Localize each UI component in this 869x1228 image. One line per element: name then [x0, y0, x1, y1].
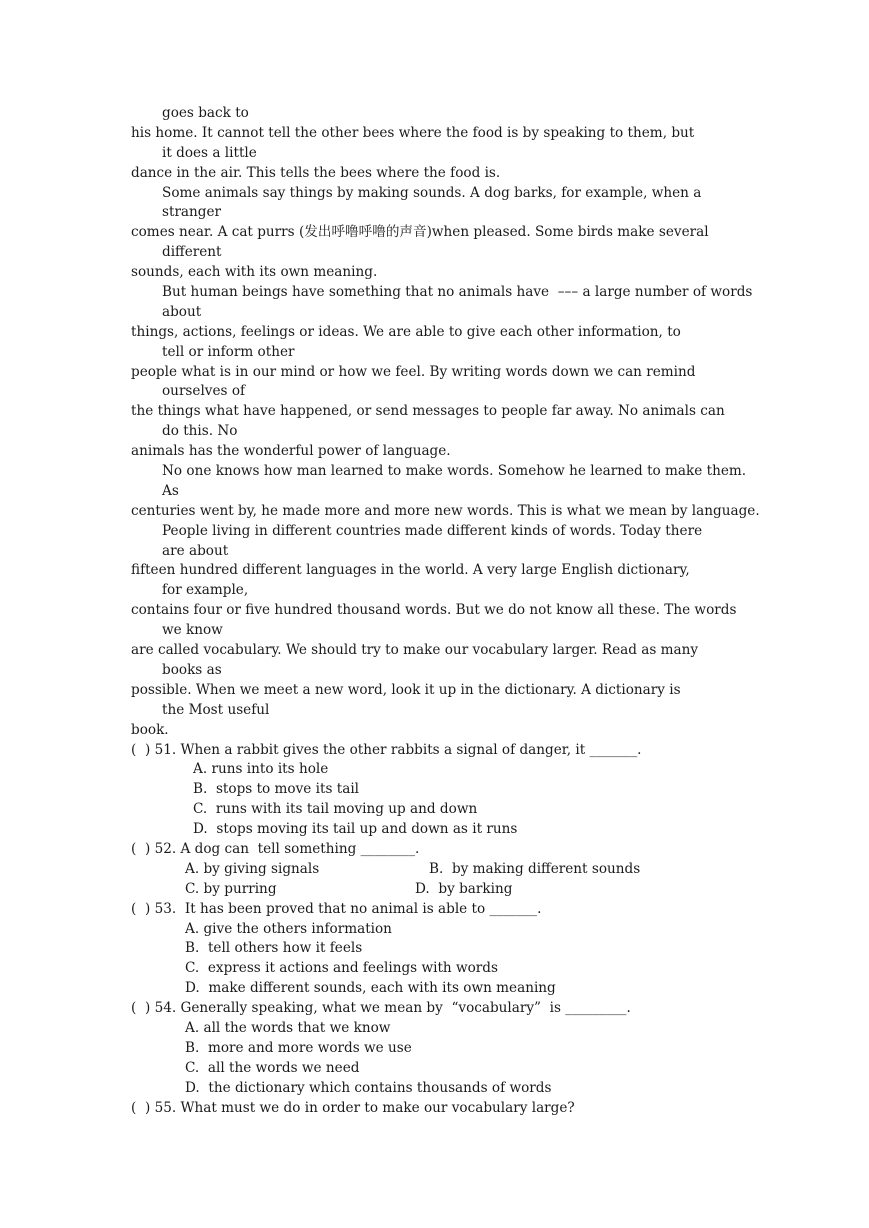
question-stem: ( ) 54. Generally speaking, what we mean by “vocabulary” is _________. — [131, 1000, 631, 1017]
option-c: C. runs with its tail moving up and down — [193, 801, 478, 818]
passage-line: fifteen hundred different languages in the world. A very large English dictionary, — [131, 562, 690, 579]
option-b: B. stops to move its tail — [193, 781, 360, 798]
passage-line: tell or inform other — [162, 343, 295, 360]
question-53 — [131, 900, 741, 999]
passage-line: Some animals say things by making sounds. A dog barks, for example, when a — [162, 184, 702, 201]
passage-line: books as — [162, 661, 222, 678]
option-b: B. by making different sounds — [429, 860, 641, 877]
option-row — [131, 880, 741, 900]
passage-line: for example, — [162, 582, 249, 599]
option-c: C. by purring — [185, 880, 277, 897]
passage-line: People living in different countries made different kinds of words. Today there — [162, 522, 703, 539]
question-stem: ( ) 55. What must we do in order to make our vocabulary large? — [131, 1099, 575, 1116]
option-d: D. by barking — [415, 880, 513, 897]
passage-line: No one knows how man learned to make words. Somehow he learned to make them. — [162, 463, 747, 480]
passage-line: As — [162, 482, 179, 499]
document-page — [131, 104, 760, 1118]
question-54 — [131, 999, 741, 1098]
passage-line: the Most useful — [162, 701, 270, 718]
passage-line: are about — [162, 542, 229, 559]
question-stem: ( ) 53. It has been proved that no animal is able to _______. — [131, 900, 542, 917]
option-d: D. the dictionary which contains thousands of words — [185, 1079, 552, 1096]
passage-line: possible. When we meet a new word, look it up in the dictionary. A dictionary is — [131, 681, 681, 698]
passage-line: it does a little — [162, 144, 257, 161]
option-c: C. all the words we need — [185, 1059, 360, 1076]
option-a: A. by giving signals — [185, 860, 320, 877]
passage-line: goes back to — [162, 105, 249, 121]
passage-line: are called vocabulary. We should try to make our vocabulary larger. Read as many — [131, 642, 699, 659]
passage-line: book. — [131, 721, 169, 738]
option-d: D. make different sounds, each with its own meaning — [185, 980, 556, 997]
passage-line: sounds, each with its own meaning. — [131, 264, 378, 281]
option-a: A. runs into its hole — [193, 761, 329, 778]
passage-line: different — [162, 244, 222, 261]
passage-line: the things what have happened, or send messages to people far away. No animals can — [131, 403, 725, 420]
passage-line: we know — [162, 622, 223, 639]
option-a: A. all the words that we know — [185, 1019, 391, 1036]
passage-line: contains four or five hundred thousand words. But we do not know all these. The words — [131, 602, 737, 619]
passage-line: his home. It cannot tell the other bees where the food is by speaking to them, but — [131, 124, 695, 141]
option-c: C. express it actions and feelings with words — [185, 960, 498, 977]
reading-passage — [131, 104, 760, 741]
question-52 — [131, 840, 741, 900]
passage-line: animals has the wonderful power of language. — [131, 443, 451, 460]
passage-line: do this. No — [162, 423, 238, 440]
passage-line: comes near. A cat purrs (发出呼噜呼噜的声音)when pleased. Some birds make several — [131, 224, 709, 241]
question-stem: ( ) 52. A dog can tell something ________. — [131, 840, 420, 857]
option-b: B. tell others how it feels — [185, 940, 363, 957]
passage-line: about — [162, 303, 202, 320]
option-d: D. stops moving its tail up and down as it runs — [193, 821, 518, 838]
question-55 — [131, 1099, 741, 1119]
passage-line: centuries went by, he made more and more new words. This is what we mean by language. — [131, 502, 760, 519]
passage-line: But human beings have something that no animals have ––– a large number of words — [162, 284, 753, 301]
option-b: B. more and more words we use — [185, 1039, 412, 1056]
passage-line: stranger — [162, 204, 222, 221]
option-row — [131, 860, 741, 880]
option-a: A. give the others information — [185, 920, 392, 937]
passage-line: things, actions, feelings or ideas. We are able to give each other information, to — [131, 323, 681, 340]
passage-line: people what is in our mind or how we feel. By writing words down we can remind — [131, 363, 696, 380]
question-stem: ( ) 51. When a rabbit gives the other rabbits a signal of danger, it _______. — [131, 741, 642, 758]
question-51 — [131, 741, 741, 840]
passage-line: ourselves of — [162, 383, 246, 400]
passage-line: dance in the air. This tells the bees where the food is. — [131, 164, 501, 181]
